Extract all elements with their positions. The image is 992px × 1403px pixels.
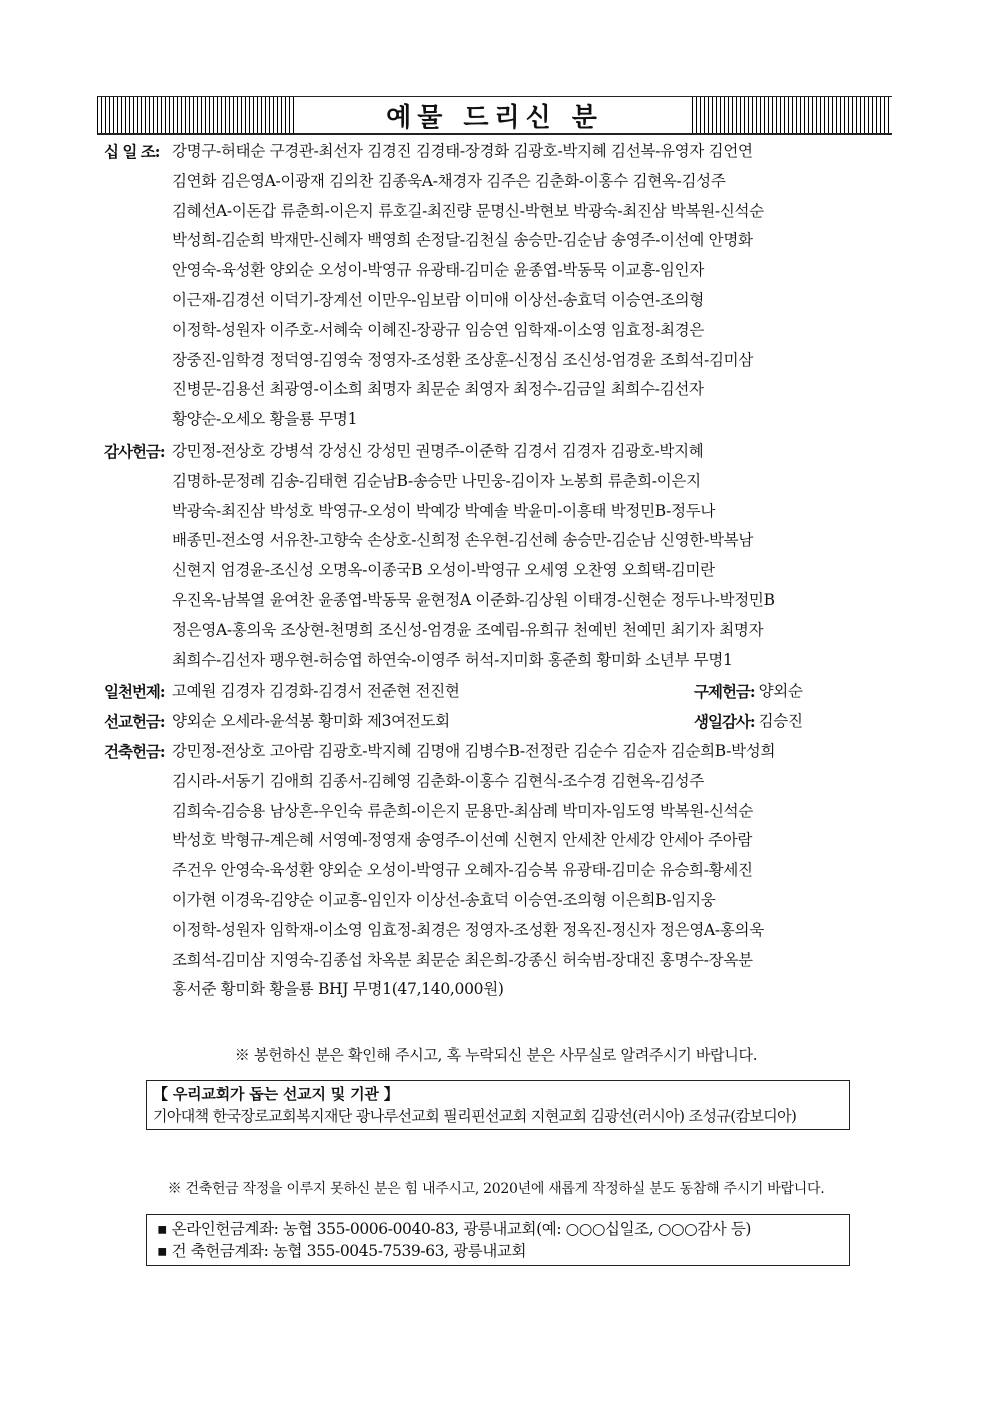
donor-line: 신현지 엄경윤-조신성 오명옥-이종국B 오성이-박영규 오세영 오찬영 오희택-김미란 — [172, 561, 715, 580]
building-account-line: ▪ 건 축헌금계좌: 농협 355-0045-7539-63, 광릉내교회 — [157, 1242, 527, 1260]
donor-line: 김희숙-김승용 남상흔-우인숙 류춘희-이은지 문용만-최삼례 박미자-임도영 박복원-신석순 — [172, 801, 753, 820]
building-label: 건축헌금: — [104, 742, 165, 761]
tithe-label: 십 일 조: — [104, 142, 160, 161]
donor-line: 주건우 안영숙-육성환 양외순 오성이-박영규 오혜자-김승복 유광태-김미순 유승희-황세진 — [172, 861, 753, 880]
donor-line: 김혜선A-이돈갑 류춘희-이은지 류호길-최진량 문명신-박현보 박광숙-최진삼 박복원-신석순 — [172, 201, 764, 220]
donor-line: 강명구-허태순 구경관-최선자 김경진 김경태-장경화 김광호-박지혜 김선복-유영자 김언연 — [172, 142, 753, 160]
donor-line: 우진옥-남복열 윤여찬 윤종엽-박동묵 윤현정A 이준화-김상원 이태경-신현순 정두나-박정민B — [172, 590, 775, 609]
page-title: 예물 드리신 분 — [386, 102, 603, 133]
thanks-label: 감사헌금: — [104, 442, 165, 461]
offering-pair-row — [104, 677, 894, 707]
mission-label: 선교헌금: — [104, 711, 165, 731]
tithe-section — [104, 137, 894, 435]
donor-line: 장중진-임학경 정덕영-김영숙 정영자-조성환 조상훈-신정심 조신성-엄경윤 조희석-김미삼 — [172, 350, 753, 369]
offering-pair-row — [104, 707, 894, 737]
donor-line: 이근재-김경선 이덕기-장계선 이만우-임보람 이미애 이상선-송효덕 이승연-조의형 — [172, 290, 705, 309]
donor-line: 김명하-문정례 김송-김태현 김순남B-송승만 나민웅-김이자 노봉희 류춘희-이은지 — [172, 471, 701, 490]
thanks-section — [104, 437, 894, 675]
donor-line: 박성호 박형규-계은혜 서영예-정영재 송영주-이선예 신현지 안세찬 안세강 안세아 주아람 — [172, 831, 753, 850]
donor-line: 김시라-서동기 김애희 김종서-김혜영 김춘화-이홍수 김현식-조수경 김현옥-김성주 — [172, 771, 705, 790]
title-stripes-left — [97, 97, 297, 133]
birthday-names: 김승진 — [758, 711, 803, 730]
donor-line: 진병문-김용선 최광영-이소희 최명자 최문순 최영자 최정수-김금일 최희수-김선자 — [172, 380, 704, 399]
mission-names: 양외순 오세라-윤석봉 황미화 제3여전도회 — [172, 711, 450, 730]
birthday-label: 생일감사: — [694, 711, 755, 731]
donor-line: 이정학-성원자 이주호-서혜숙 이혜진-장광규 임승연 임학재-이소영 임효정-최경은 — [172, 320, 705, 339]
donor-line: 박성희-김순희 박재만-신혜자 백영희 손정달-김천실 송승만-김순남 송영주-이선예 안명화 — [172, 231, 753, 250]
building-pledge-notice: ※ 건축헌금 작정을 이루지 못하신 분은 힘 내주시고, 2020년에 새롭게 작정하실 분도 동참해 주시기 바랍니다. — [167, 1181, 825, 1197]
short-offerings — [104, 677, 894, 737]
donor-line: 정은영A-홍의욱 조상현-천명희 조신성-엄경윤 조예림-유희규 천예빈 천예민 최기자 최명자 — [172, 620, 764, 639]
donor-line: 이가현 이경욱-김양순 이교흥-임인자 이상선-송효덕 이승연-조의형 이은희B-임지웅 — [172, 890, 716, 909]
accounts-box — [146, 1214, 850, 1266]
tithe-row — [104, 137, 894, 167]
donor-line: 배종민-전소영 서유찬-고향숙 손상호-신희정 손우현-김선혜 송승만-김순남 신영한-박복남 — [172, 531, 753, 550]
title-stripes-right — [692, 97, 892, 133]
relief-label: 구제헌금: — [694, 682, 755, 701]
donor-line: 김연화 김은영A-이광재 김의찬 김종욱A-채경자 김주은 김춘화-이홍수 김현옥-김성주 — [172, 171, 726, 190]
donor-line: 조희석-김미삼 지영숙-김종섭 차옥분 최문순 최은희-강종신 허숙범-장대진 홍명수-장옥분 — [172, 950, 753, 969]
donor-line: 이정학-성원자 임학재-이소영 임효정-최경은 정영자-조성환 정옥진-정신자 정은영A-홍의욱 — [172, 920, 764, 939]
confirm-notice: ※ 봉헌하신 분은 확인해 주시고, 혹 누락되신 분은 사무실로 알려주시기 바랍니다. — [234, 1046, 758, 1064]
relief-names: 양외순 — [758, 682, 803, 700]
missions-heading: 【 우리교회가 돕는 선교지 및 기관 】 — [153, 1085, 399, 1103]
sunday-first-names: 고예원 김경자 김경화-김경서 전준현 전진현 — [172, 682, 460, 700]
donor-line: 강민정-전상호 강병석 강성신 강성민 권명주-이준학 김경서 김경자 김광호-박지혜 — [172, 442, 704, 460]
donor-line: 최희수-김선자 팽우현-허승엽 하연숙-이영주 허석-지미화 홍준희 황미화 소년부 무명1 — [172, 650, 733, 669]
missions-box — [146, 1080, 850, 1130]
donor-line: 강민정-전상호 고아람 김광호-박지혜 김명애 김병수B-전정란 김순수 김순자 김순희B-박성희 — [172, 742, 776, 760]
building-section — [104, 737, 894, 1005]
title-banner — [97, 96, 892, 135]
donor-line: 황양순-오세오 황을룡 무명1 — [172, 410, 358, 429]
donor-line: 박광숙-최진삼 박성호 박영규-오성이 박예강 박예솔 박윤미-이흥태 박정민B-정두나 — [172, 501, 716, 520]
missions-list: 기아대책 한국장로교회복지재단 광나루선교회 필리핀선교회 지현교회 김광선(러시아) 조성규(캄보디아) — [153, 1107, 797, 1125]
online-account-line: ▪ 온라인헌금계좌: 농협 355-0006-0040-83, 광릉내교회(예: ○○○십일조, ○○○감사 등) — [157, 1220, 752, 1238]
donor-line: 홍서준 황미화 황을룡 BHJ 무명1(47,140,000원) — [172, 980, 504, 999]
donor-line: 안영숙-육성환 양외순 오성이-박영규 유광태-김미순 윤종엽-박동묵 이교흥-임인자 — [172, 261, 705, 280]
sunday-first-label: 일천번제: — [104, 682, 165, 701]
